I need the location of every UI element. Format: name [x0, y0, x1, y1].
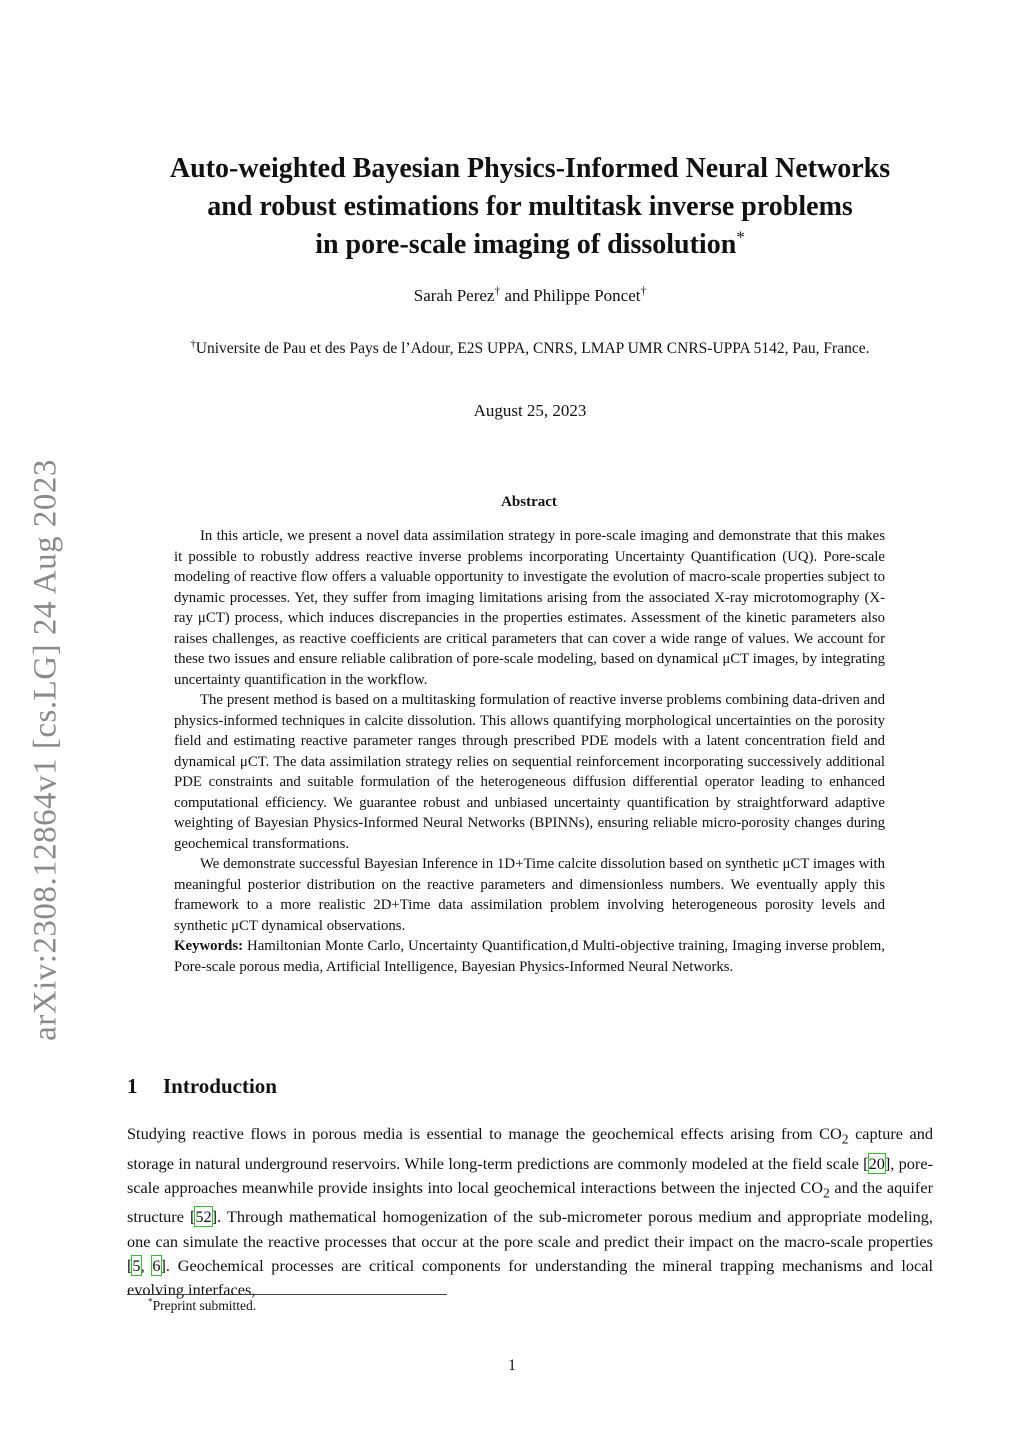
footnote-marker: *: [148, 1296, 153, 1307]
abstract-paragraph: The present method is based on a multitasking formulation of reactive inverse problems combining data-driven and physics-informed techniques in calcite dissolution. This allows quantifying morphological uncertainties on the porosity field and estimating reactive parameter ranges through prescribed PDE models with a latent concentration field and dynamical μCT. The data assimilation strategy relies on sequential reinforcement incorporating successively additional PDE constraints and suitable formulation of the heterogeneous diffusion differential operator leading to enhanced computational efficiency. We guarantee robust and unbiased uncertainty quantification by straightforward adaptive weighting of Bayesian Physics-Informed Neural Networks (BPINNs), ensuring reliable micro-porosity changes during geochemical transformations.: [174, 692, 885, 852]
title-line-text: in pore-scale imaging of dissolution: [315, 229, 737, 260]
keywords-label: Keywords:: [174, 938, 244, 954]
abstract-paragraph: We demonstrate successful Bayesian Inference in 1D+Time calcite dissolution based on synthetic μCT images with meaningful posterior distribution on the reactive parameters and dimensionless numbers. We eventually apply this framework to a more realistic 2D+Time data assimilation problem involving heterogeneous porosity levels and synthetic μCT dynamical observations.: [174, 856, 885, 934]
intro-text-run: Studying reactive flows in porous media is essential to manage the geochemical effects arising from CO: [127, 1124, 842, 1143]
intro-text-run: capture and storage in natural underground reservoirs. While long-term predictions are commonly modeled at the field scale [: [127, 1124, 933, 1173]
introduction-paragraph: [127, 1122, 933, 1303]
intro-text-run: and the aquifer structure [: [127, 1177, 933, 1227]
publication-date: August 25, 2023: [473, 401, 587, 420]
author-connector: and: [504, 286, 530, 305]
citation-link[interactable]: 52: [195, 1207, 212, 1227]
citation-link[interactable]: 20: [868, 1153, 885, 1173]
intro-text-run: ,: [140, 1255, 153, 1275]
subscript: 2: [841, 1131, 849, 1147]
title-line: [120, 226, 940, 264]
keywords-text: Hamiltonian Monte Carlo, Uncertainty Quantification,d Multi-objective training, Imaging inverse problem, Pore-scale porous media, Artificial Intelligence, Bayesian Physics-Informed Neural Networks.: [174, 938, 886, 975]
abstract-body: [174, 526, 885, 977]
footnote-divider: [127, 1294, 447, 1295]
section-heading-introduction: [127, 1074, 277, 1099]
author-name: Philippe Poncet: [533, 286, 641, 305]
affiliation-text: Universite de Pau et des Pays de l’Adour, E2S UPPA, CNRS, LMAP UMR CNRS-UPPA 5142, Pau, France.: [195, 340, 870, 357]
page-number: 1: [508, 1357, 516, 1374]
title-footnote-marker: *: [736, 227, 745, 247]
title-line: Auto-weighted Bayesian Physics-Informed Neural Networks: [169, 153, 891, 184]
section-number: 1: [127, 1074, 138, 1098]
author-name: Sarah Perez: [413, 286, 495, 305]
citation-link[interactable]: 5: [132, 1255, 141, 1275]
intro-text-run: ]. Through mathematical homogenization of the sub-micrometer porous medium and appropriate modeling, one can simulate the reactive processes that occur at the pore scale and predict their impact on the macro-scale properties [: [127, 1207, 933, 1275]
intro-text-run: ], pore-scale approaches meanwhile provide insights into local geochemical interactions between the injected CO: [127, 1153, 933, 1197]
affiliation: [120, 340, 940, 358]
footnote-text: Preprint submitted.: [152, 1298, 257, 1313]
affiliation-marker: †: [190, 338, 196, 350]
affiliation-marker: †: [494, 284, 501, 298]
footnote: [148, 1298, 256, 1314]
subscript: 2: [822, 1185, 830, 1201]
abstract-heading: Abstract: [501, 494, 557, 510]
intro-text-run: ]. Geochemical processes are critical components for understanding the mineral trapping mechanisms and local evolving interfaces,: [127, 1255, 934, 1300]
affiliation-marker: †: [640, 284, 647, 298]
title-line: and robust estimations for multitask inverse problems: [207, 191, 853, 222]
citation-link[interactable]: 6: [152, 1255, 161, 1275]
arxiv-identifier-stamp: arXiv:2308.12864v1 [cs.LG] 24 Aug 2023: [27, 459, 64, 1041]
keywords: [174, 936, 885, 977]
abstract-paragraph: In this article, we present a novel data assimilation strategy in pore-scale imaging and demonstrate that this makes it possible to robustly address reactive inverse problems incorporating Uncertainty Quantification (UQ). Pore-scale modeling of reactive flow offers a valuable opportunity to investigate the evolution of macro-scale properties subject to dynamic processes. Yet, they suffer from imaging limitations arising from the associated X-ray microtomography (X-ray μCT) process, which induces discrepancies in the properties estimates. Assessment of the kinetic parameters also raises challenges, as reactive coefficients are critical parameters that can cover a wide range of values. We account for these two issues and ensure reliable calibration of pore-scale modeling, based on dynamical μCT images, by integrating uncertainty quantification in the workflow.: [174, 528, 885, 688]
section-title: Introduction: [163, 1074, 277, 1098]
paper-title: [120, 150, 940, 264]
intro-text: [127, 1122, 933, 1303]
author-list: [120, 286, 940, 306]
